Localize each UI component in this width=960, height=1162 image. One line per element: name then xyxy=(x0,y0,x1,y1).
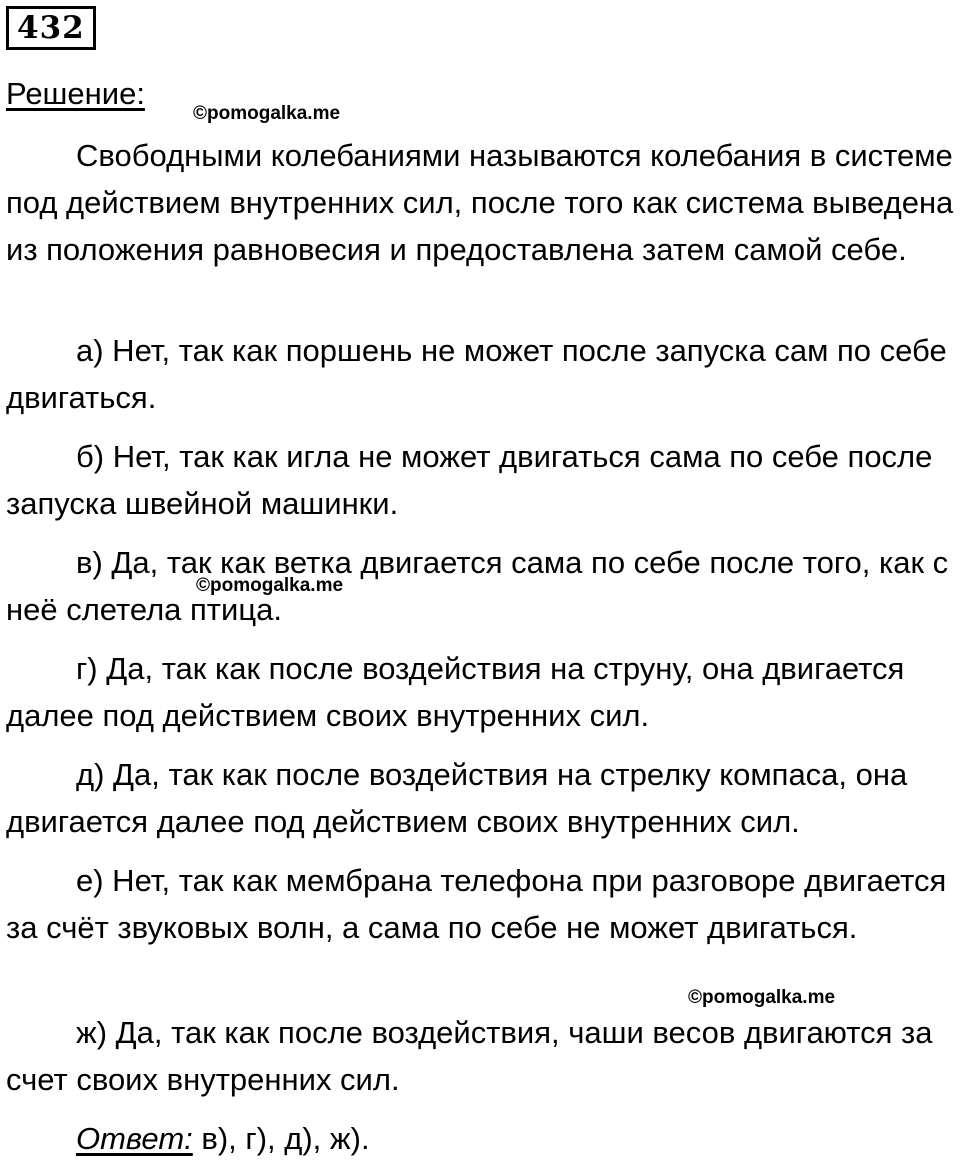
answer-item-v: в) Да, так как ветка двигается сама по себе после того, как с неё слетела птица. xyxy=(6,545,949,627)
definition-paragraph: Свободными колебаниями называются колебания в системе под действием внутренних сил, после того как система выведена из положения равновесия и предоставлена затем самой себе. xyxy=(6,138,954,267)
answer-label: Ответ: xyxy=(76,1121,193,1156)
watermark: ©pomogalka.me xyxy=(193,103,341,124)
answer-value: в), г), д), ж). xyxy=(192,1121,370,1156)
solution-heading: Решение: xyxy=(6,76,145,111)
problem-number: 432 xyxy=(6,6,96,50)
watermark: ©pomogalka.me xyxy=(196,575,344,596)
answer-item-b: б) Нет, так как игла не может двигаться сама по себе после запуска швейной машинки. xyxy=(6,439,933,521)
answer-item-a: а) Нет, так как поршень не может после запуска сам по себе двигаться. xyxy=(6,333,947,415)
answer-item-zh: ж) Да, так как после воздействия, чаши весов двигаются за счет своих внутренних сил. xyxy=(6,1015,933,1097)
answer-item-e: е) Нет, так как мембрана телефона при разговоре двигается за счёт звуковых волн, а сама по себе не может двигаться. xyxy=(6,863,947,945)
answer-item-d: д) Да, так как после воздействия на стрелку компаса, она двигается далее под действием своих внутренних сил. xyxy=(6,757,908,839)
final-answer xyxy=(6,1115,956,1162)
watermark: ©pomogalka.me xyxy=(688,987,836,1008)
answer-item-g: г) Да, так как после воздействия на струну, она двигается далее под действием своих внутренних сил. xyxy=(6,651,905,733)
